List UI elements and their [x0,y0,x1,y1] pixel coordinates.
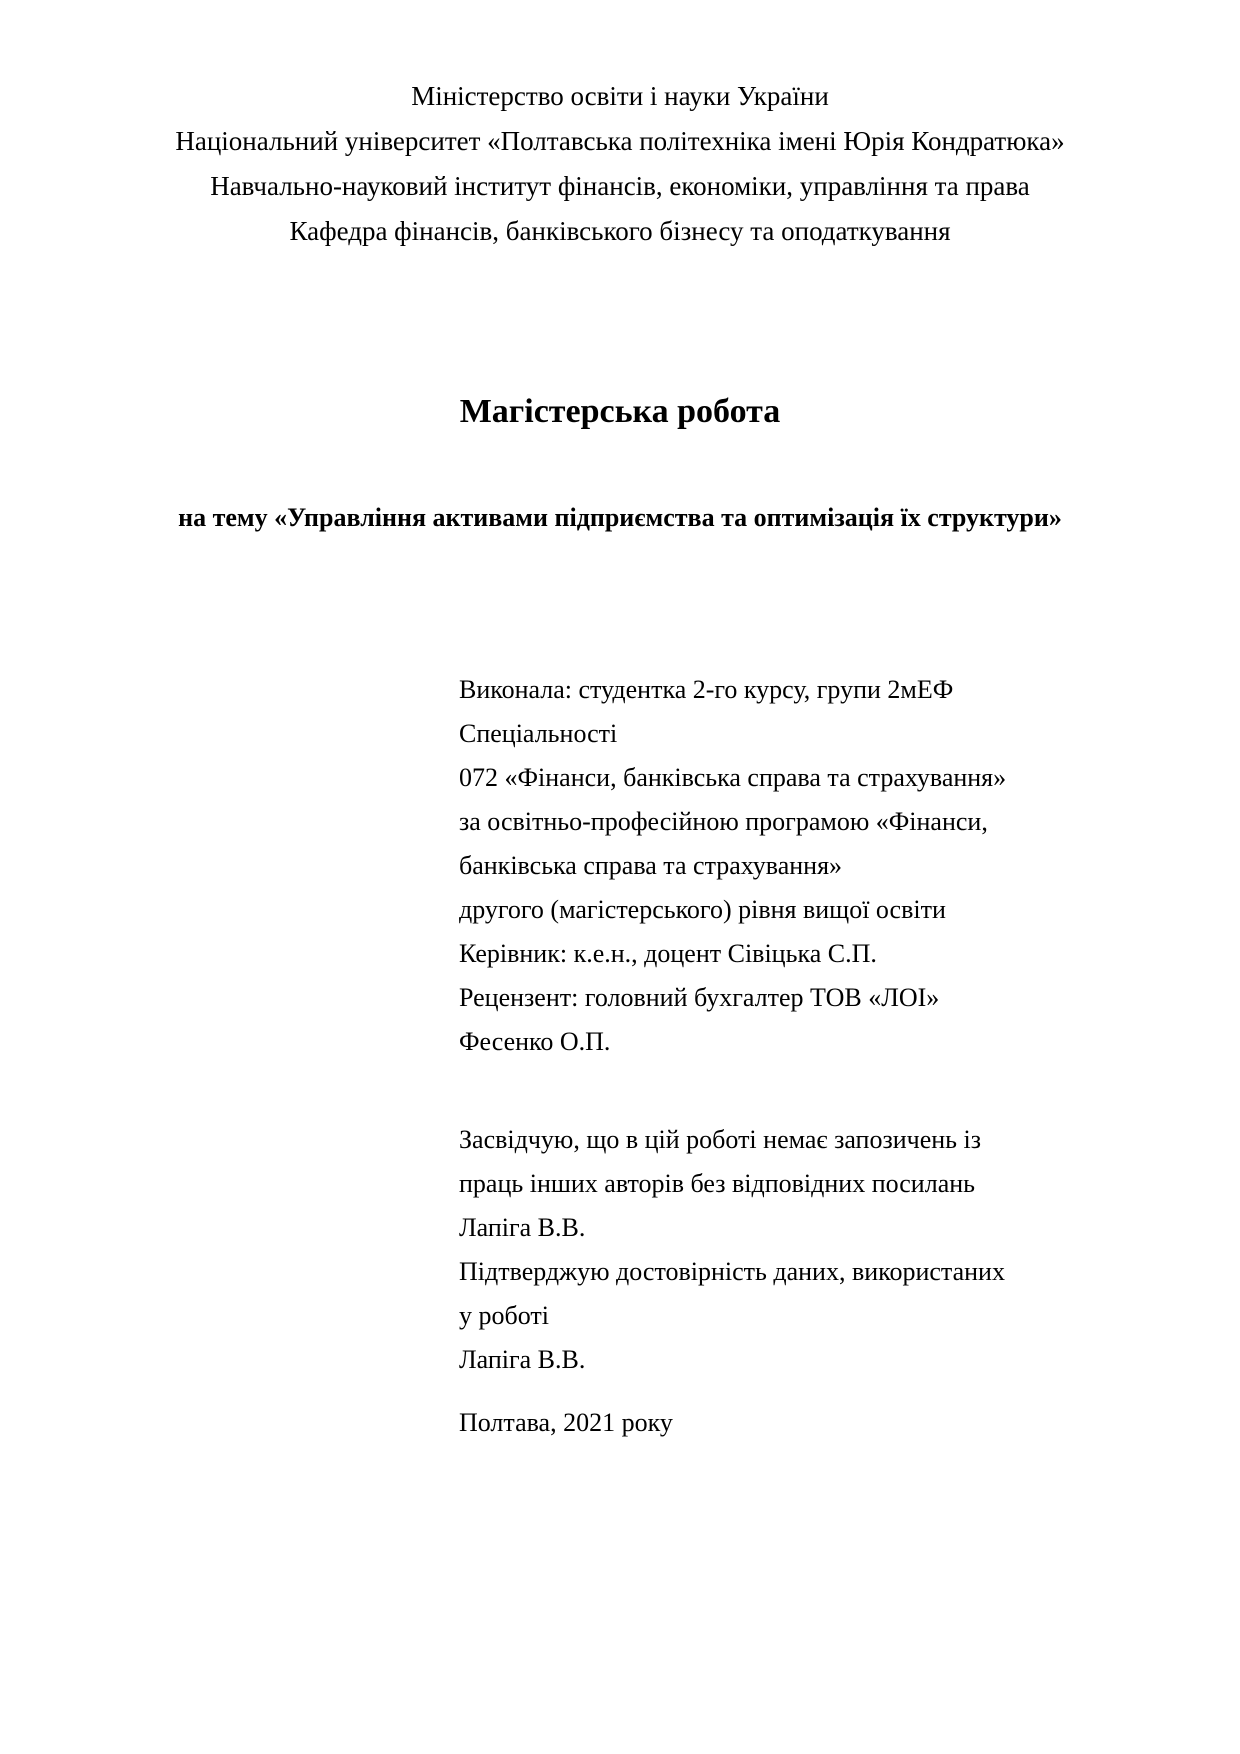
author-line-degree-level: другого (магістерського) рівня вищої освіти [459,895,946,924]
declaration-data-accuracy-2: у роботі [459,1301,549,1330]
thesis-type-heading: Магістерська робота [459,393,781,430]
thesis-subject-heading: на тему «Управління активами підприємства та оптимізація їх структури» [178,503,1062,532]
author-line-program-1: за освітньо-професійною програмою «Фінанси, [459,807,988,836]
author-line-reviewer-name: Фесенко О.П. [459,1027,611,1056]
declaration-data-signature: Лапіга В.В. [459,1345,586,1374]
declaration-block [459,1118,1079,1382]
place-and-year: Полтава, 2021 року [459,1408,673,1437]
author-line-speciality-code: 072 «Фінанси, банківська справа та страхування» [459,763,1007,792]
declaration-originality-signature: Лапіга В.В. [459,1213,586,1242]
author-info-block [459,668,1079,1064]
author-line-supervisor: Керівник: к.е.н., доцент Сівіцька С.П. [459,939,877,968]
ministry-line: Міністерство освіти і науки України [411,81,829,111]
author-line-speciality-label: Спеціальності [459,719,618,748]
declaration-data-accuracy-1: Підтверджую достовірність даних, використаних [459,1257,1005,1286]
institute-line: Навчально-науковий інститут фінансів, економіки, управління та права [210,171,1030,201]
declaration-originality-2: праць інших авторів без відповідних посилань [459,1169,976,1198]
department-line: Кафедра фінансів, банківського бізнесу та оподаткування [289,216,951,246]
author-line-reviewer: Рецензент: головний бухгалтер ТОВ «ЛОІ» [459,983,940,1012]
university-line: Національний університет «Полтавська політехніка імені Юрія Кондратюка» [175,126,1065,156]
institution-header [100,74,1140,254]
declaration-originality-1: Засвідчую, що в цій роботі немає запозичень із [459,1125,982,1154]
author-line-performer: Виконала: студентка 2-го курсу, групи 2мЕФ [459,675,954,704]
author-line-program-2: банківська справа та страхування» [459,851,843,880]
